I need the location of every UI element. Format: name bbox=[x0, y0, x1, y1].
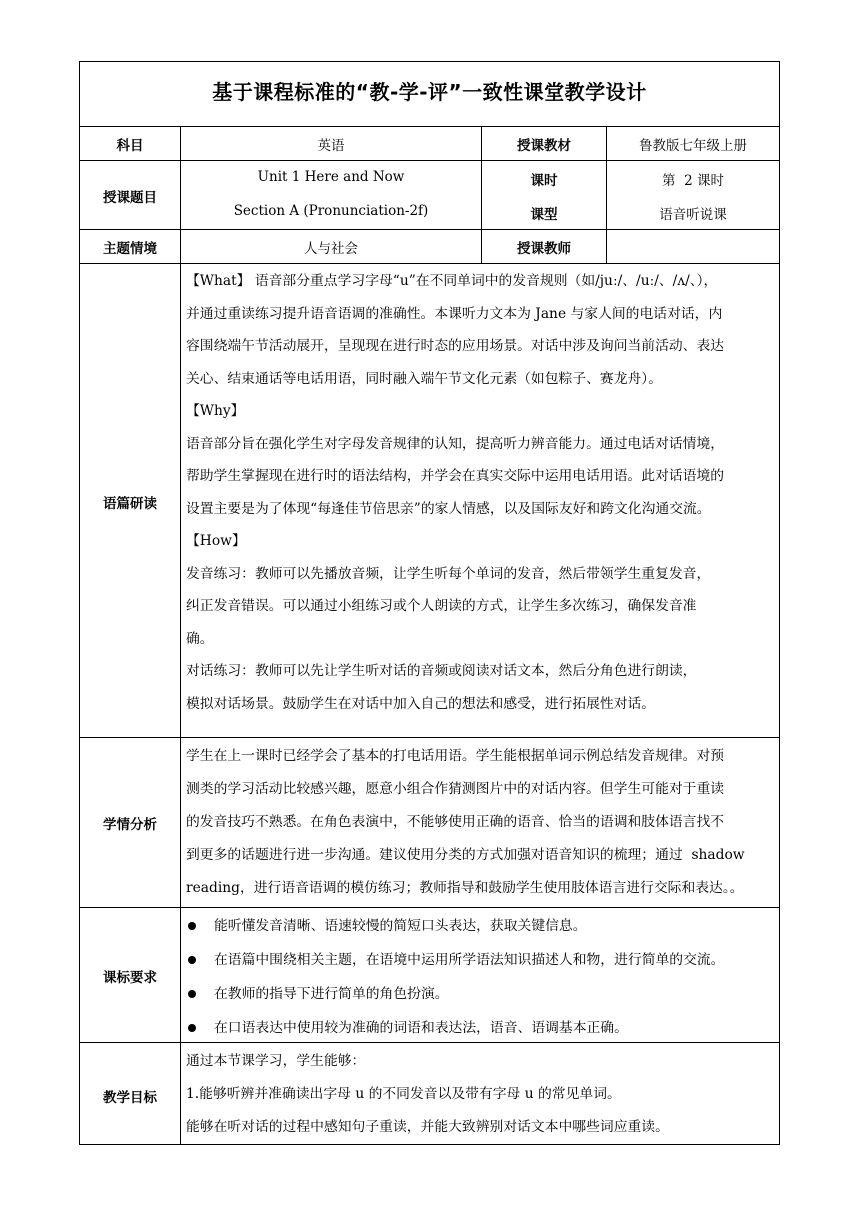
analysis-line: 并通过重读练习提升语音语调的准确性。本课听力文本为 Jane 与家人间的电话对话，内 bbox=[186, 305, 723, 322]
theme-label: 主题情境 bbox=[103, 241, 157, 257]
lesson-plan-table bbox=[79, 61, 780, 1145]
textbook-label: 授课教材 bbox=[517, 138, 571, 154]
row-divider bbox=[80, 907, 779, 908]
row-divider-hidden bbox=[481, 194, 779, 195]
title-row bbox=[80, 62, 779, 127]
type-value: 语音听说课 bbox=[659, 207, 727, 223]
curriculum-standards-label: 课标要求 bbox=[103, 970, 157, 986]
analysis-line: 模拟对话场景。鼓励学生在对话中加入自己的想法和感受，进行拓展性对话。 bbox=[186, 695, 656, 712]
text-analysis-content bbox=[186, 265, 772, 720]
row-divider bbox=[80, 263, 779, 264]
analysis-line: 帮助学生掌握现在进行时的语法结构，并学会在真实交际中运用电话用语。此对话语境的 bbox=[186, 468, 725, 484]
learner-analysis-label: 学情分析 bbox=[103, 817, 157, 833]
list-item: 能听懂发音清晰、语速较慢的简短口头表达，获取关键信息。 bbox=[184, 909, 774, 943]
analysis-line: 关心、结束通话等电话用语，同时融入端午节文化元素（如包粽子、赛龙舟）。 bbox=[186, 370, 662, 387]
bullet-icon bbox=[188, 990, 196, 998]
bullet-icon bbox=[188, 1024, 196, 1032]
analysis-line: 【What】 语音部分重点学习字母“u”在不同单词中的发音规则（如/juː/、/uː/、/ʌ/、）， bbox=[186, 273, 718, 289]
learner-line: 学生在上一课时已经学会了基本的打电话用语。学生能根据单词示例总结发音规律。对预 bbox=[186, 748, 725, 764]
teaching-objectives-content bbox=[186, 1045, 772, 1144]
analysis-line: 设置主要是为了体现“每逢佳节倍思亲”的家人情感，以及国际友好和跨文化沟通交流。 bbox=[186, 500, 711, 517]
col-divider bbox=[180, 126, 181, 1144]
analysis-line: 发音练习：教师可以先播放音频，让学生听每个单词的发音，然后带领学生重复发音， bbox=[186, 565, 711, 582]
subject-value: 英语 bbox=[317, 138, 345, 154]
theme-value: 人与社会 bbox=[304, 241, 358, 257]
learner-analysis-content bbox=[186, 740, 772, 905]
text-analysis-label: 语篇研读 bbox=[103, 496, 157, 512]
topic-line-2: Section A (Pronunciation-2f) bbox=[233, 203, 429, 219]
topic-line-1: Unit 1 Here and Now bbox=[257, 169, 405, 185]
objective-line: 能够在听对话的过程中感知句子重读，并能大致辨别对话文本中哪些词应重读。 bbox=[186, 1119, 669, 1135]
learner-line: reading，进行语音语调的模仿练习；教师指导和鼓励学生使用肢体语言进行交际和表达。。 bbox=[186, 880, 744, 896]
objective-line: 通过本节课学习，学生能够： bbox=[186, 1053, 366, 1069]
subject-label: 科目 bbox=[116, 138, 144, 154]
analysis-line: 确。 bbox=[186, 630, 214, 647]
analysis-line: 容围绕端午节活动展开，呈现现在进行时态的应用场景。对话中涉及询问当前活动、表达 bbox=[186, 338, 725, 354]
period-label: 课时 bbox=[530, 173, 558, 189]
bullet-icon bbox=[188, 922, 196, 930]
analysis-line: 纠正发音错误。可以通过小组练习或个人朗读的方式，让学生多次练习，确保发音准 bbox=[186, 598, 697, 614]
learner-line: 的发音技巧不熟悉。在角色表演中，不能够使用正确的语音、恰当的语调和肢体语言找不 bbox=[186, 814, 725, 830]
row-divider bbox=[80, 737, 779, 738]
objective-line: 1.能够听辨并准确读出字母 u 的不同发音以及带有字母 u 的常见单词。 bbox=[186, 1086, 621, 1102]
analysis-line: 对话练习：教师可以先让学生听对话的音频或阅读对话文本，然后分角色进行朗读， bbox=[186, 663, 697, 679]
teaching-objectives-label: 教学目标 bbox=[103, 1090, 157, 1106]
textbook-value: 鲁教版七年级上册 bbox=[639, 138, 747, 154]
analysis-line: 【Why】 bbox=[186, 403, 245, 419]
analysis-line: 语音部分旨在强化学生对字母发音规律的认知，提高听力辨音能力。通过电话对话情境， bbox=[186, 435, 725, 452]
topic-label: 授课题目 bbox=[103, 190, 157, 206]
row-divider bbox=[80, 229, 779, 230]
type-label: 课型 bbox=[530, 207, 558, 223]
bullet-icon bbox=[188, 956, 196, 964]
list-item: 在教师的指导下进行简单的角色扮演。 bbox=[184, 977, 774, 1011]
list-item: 在语篇中围绕相关主题，在语境中运用所学语法知识描述人和物，进行简单的交流。 bbox=[184, 943, 774, 977]
learner-line: 到更多的话题进行进一步沟通。建议使用分类的方式加强对语音知识的梳理；通过 shadow bbox=[186, 847, 745, 863]
teacher-label: 授课教师 bbox=[517, 241, 571, 257]
analysis-line: 【How】 bbox=[186, 533, 246, 549]
row-divider bbox=[80, 160, 779, 161]
curriculum-standards-list bbox=[184, 909, 774, 1045]
learner-line: 测类的学习活动比较感兴趣，愿意小组合作猜测图片中的对话内容。但学生可能对于重读 bbox=[186, 781, 725, 797]
period-value: 第 2 课时 bbox=[662, 173, 724, 189]
document-title: 基于课程标准的“教-学-评”一致性课堂教学设计 bbox=[212, 80, 647, 104]
list-item: 在口语表达中使用较为准确的词语和表达法，语音、语调基本正确。 bbox=[184, 1011, 774, 1045]
